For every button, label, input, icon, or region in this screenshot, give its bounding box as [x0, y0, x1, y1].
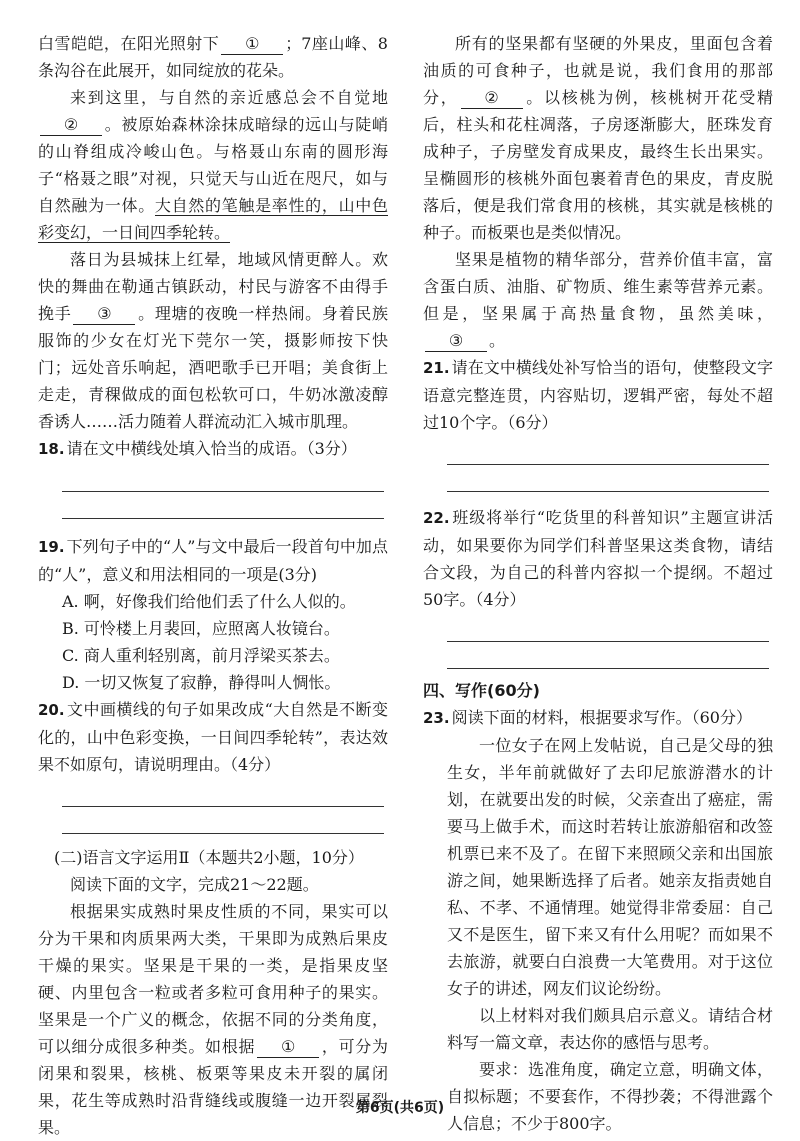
option-d[interactable]: D. 一切又恢复了寂静，静得叫人惆怅。 — [62, 673, 341, 692]
answer-line[interactable] — [447, 641, 769, 642]
left-column — [38, 30, 388, 1141]
answer-line[interactable] — [62, 806, 384, 807]
fill-blank-1[interactable]: ① — [257, 1037, 319, 1058]
answer-line[interactable] — [447, 491, 769, 492]
section-2-title: (二)语言文字运用Ⅱ（本题共2小题，10分） — [54, 848, 364, 867]
question-21: 21. 请在文中横线处补写恰当的语句，使整段文字语意完整连贯，内容贴切，逻辑严密，每处不超过10个字。（6分） — [423, 358, 773, 432]
fill-blank-2[interactable]: ② — [40, 115, 102, 136]
right-column — [423, 30, 773, 1137]
underlined-sentence: 大自然的笔触是率性的，山中色彩变幻，一日间四季轮转。 — [38, 196, 388, 242]
fill-blank-1[interactable]: ① — [221, 34, 283, 55]
option-c[interactable]: C. 商人重利轻别离，前月浮梁买茶去。 — [62, 646, 340, 665]
essay-requirements: 要求：选准角度，确定立意，明确文体，自拟标题；不要套作，不得抄袭；不得泄露个人信息；不少于800字。 — [447, 1060, 773, 1133]
essay-prompt: 以上材料对我们颇具启示意义。请结合材料写一篇文章，表达你的感悟与思考。 — [447, 1006, 773, 1052]
fill-blank-3[interactable]: ③ — [425, 331, 487, 352]
fill-blank-3[interactable]: ③ — [73, 304, 135, 325]
question-19: 19. 下列句子中的“人”与文中最后一段首句中加点的“人”，意义和用法相同的一项是(3分) — [38, 537, 388, 584]
passage-paragraph-1: 白雪皑皑，在阳光照射下 ① ；7座山峰、8条沟谷在此展开，如同绽放的花朵。 — [38, 34, 388, 80]
answer-line[interactable] — [62, 518, 384, 519]
question-18: 18. 请在文中横线处填入恰当的成语。（3分） — [38, 439, 357, 458]
question-23: 23. 阅读下面的材料，根据要求写作。（60分） — [423, 708, 752, 727]
question-22: 22. 班级将举行“吃货里的科普知识”主题宣讲活动，如果要你为同学们科普坚果这类食物，请结合文段，为自己的科普内容拟一个提纲。不超过50字。（4分） — [423, 508, 773, 609]
question-20: 20. 文中画横线的句子如果改成“大自然是不断变化的，山中色彩变换，一日间四季轮转”，表达效果不如原句，请说明理由。（4分） — [38, 700, 388, 774]
section-2-instruction: 阅读下面的文字，完成21～22题。 — [70, 875, 319, 894]
answer-line[interactable] — [447, 668, 769, 669]
answer-line[interactable] — [62, 491, 384, 492]
fill-blank-2[interactable]: ② — [461, 88, 523, 109]
essay-material: 一位女子在网上发帖说，自己是父母的独生女，半年前就做好了去印尼旅游潜水的计划，在就要出发的时候，父亲查出了癌症，需要马上做手术，而这时若转让旅游船宿和改签机票已来不及了。在留下来照顾父亲和出国旅游之间，她果断选择了后者。她亲友指责她自私、不孝、不通情理。她觉得非常委屈：自己又不是医生，留下来又有什么用呢？而如果不去旅游，就要白白浪费一大笔费用。对于这位女子的讲述，网友们议论纷纷。 — [447, 736, 773, 998]
answer-line[interactable] — [447, 464, 769, 465]
option-b[interactable]: B. 可怜楼上月裴回，应照离人妆镜台。 — [62, 619, 340, 638]
passage-paragraph-5: 所有的坚果都有坚硬的外果皮，里面包含着油质的可食种子，也就是说，我们食用的那部分， ② 。以核桃为例，核桃树开花受精后，柱头和花柱凋落，子房逐渐膨大，胚珠发育成种子，子房壁发育成果皮，最终生长出果实。呈椭圆形的核桃外面包裹着青色的果皮，青皮脱落后，便是我们常食用的核桃，其实就是核桃的种子。而板栗也是类似情况。 — [423, 34, 773, 242]
option-a[interactable]: A. 啊，好像我们给他们丢了什么人似的。 — [62, 592, 356, 611]
section-4-title: 四、写作(60分) — [423, 681, 540, 700]
passage-paragraph-4: 根据果实成熟时果皮性质的不同，果实可以分为干果和肉质果两大类，干果即为成熟后果皮干燥的果实。坚果是干果的一类，是指果皮坚硬、内里包含一粒或者多粒可食用种子的果实。坚果是一个广义的概念，依据不同的分类角度，可以细分成很多种类。如根据 ① ，可分为闭果和裂果，核桃、板栗等果皮未开裂的属闭果，花生等成熟时沿背缝线或腹缝一边开裂属裂果。 — [38, 902, 388, 1137]
passage-paragraph-6: 坚果是植物的精华部分，营养价值丰富，富含蛋白质、油脂、矿物质、维生素等营养元素。但是，坚果属于高热量食物，虽然美味，③ 。 — [423, 250, 773, 350]
passage-paragraph-3: 落日为县城抹上红晕，地域风情更醉人。欢快的舞曲在勒通古镇跃动，村民与游客不由得手挽手 ③ 。理塘的夜晚一样热闹。身着民族服饰的少女在灯光下莞尔一笑，摄影师按下快门；远处音乐响起，酒吧歌手已开唱；美食街上走走，青稞做成的面包松软可口，牛奶冰激凌醇香诱人……活力随着人群流动汇入城市肌理。 — [38, 250, 388, 431]
passage-paragraph-2: 来到这里，与自然的亲近感总会不自觉地② 。被原始森林涂抹成暗绿的远山与陡峭的山脊组成冷峻山色。与格聂山东南的圆形海子“格聂之眼”对视，只觉天与山近在咫尺，如与自然融为一体。大自然的笔触是率性的，山中色彩变幻，一日间四季轮转。 — [38, 88, 388, 242]
answer-line[interactable] — [62, 833, 384, 834]
page-footer: 第6页(共6页) — [355, 1100, 445, 1116]
